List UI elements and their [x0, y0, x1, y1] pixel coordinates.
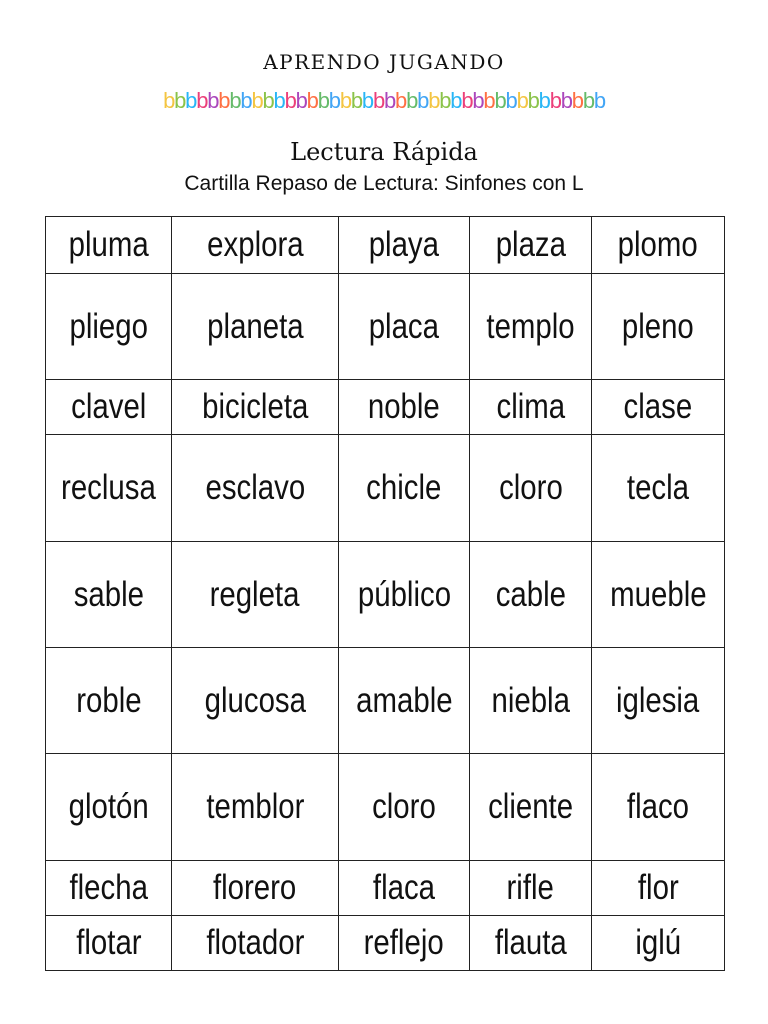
decorative-letter: b: [361, 88, 373, 113]
word-cell: [470, 916, 592, 971]
decorative-letter: b: [196, 88, 208, 113]
decorative-letter: b: [273, 88, 285, 113]
decorative-letter: b: [461, 88, 473, 113]
decorative-letter: b: [295, 88, 307, 113]
word: mueble: [609, 574, 707, 614]
decorative-letter: b: [505, 88, 517, 113]
decorative-letter: b: [560, 88, 572, 113]
word-cell: [470, 217, 592, 274]
decorative-letter: b: [251, 88, 263, 113]
word-cell: [470, 542, 592, 648]
word: clima: [496, 387, 565, 426]
word: plomo: [617, 225, 699, 264]
word: flor: [637, 868, 679, 907]
word-cell: [172, 217, 339, 274]
word: rifle: [506, 868, 555, 907]
word-cell: [172, 380, 339, 435]
word-cell: [470, 380, 592, 435]
decorative-letter: b: [372, 88, 384, 113]
decorative-letter: b: [174, 88, 186, 113]
decorative-letter: b: [582, 88, 594, 113]
word-cell: [339, 916, 470, 971]
word: flaca: [372, 868, 436, 907]
word-cell: [339, 542, 470, 648]
word: explora: [206, 225, 304, 264]
word: glotón: [68, 787, 149, 826]
decorative-letter: b: [229, 88, 241, 113]
decorative-letter: b: [571, 88, 583, 113]
word: amable: [355, 680, 453, 720]
word-cell: [592, 648, 725, 754]
word-cell: [339, 380, 470, 435]
word: placa: [368, 306, 440, 346]
word: flaco: [626, 787, 690, 826]
word-cell: [339, 435, 470, 542]
table-row: [46, 435, 725, 542]
decorative-letter: b: [395, 88, 407, 113]
word-cell: [172, 648, 339, 754]
word: pliego: [69, 306, 148, 346]
page-subtitle: Cartilla Repaso de Lectura: Sinfones con L: [184, 172, 584, 195]
decorative-letter: b: [494, 88, 506, 113]
word-cell: [46, 916, 172, 971]
decorative-letter: b: [538, 88, 550, 113]
decorative-letter: b: [406, 88, 418, 113]
decorative-letter: b: [284, 88, 296, 113]
word: roble: [75, 680, 142, 720]
table-row: [46, 380, 725, 435]
word: glucosa: [204, 680, 306, 720]
word-cell: [592, 217, 725, 274]
word: playa: [368, 225, 440, 264]
word: bicicleta: [201, 387, 309, 426]
word-cell: [46, 380, 172, 435]
decorative-letter: b: [262, 88, 274, 113]
word: templo: [486, 306, 575, 346]
word-cell: [339, 217, 470, 274]
table-row: [46, 916, 725, 971]
word-cell: [339, 648, 470, 754]
word: sable: [73, 574, 144, 614]
word-cell: [172, 861, 339, 916]
decorative-letter: b: [549, 88, 561, 113]
word: público: [357, 574, 451, 614]
decorative-letter: b: [439, 88, 451, 113]
decorative-letter: b: [384, 88, 396, 113]
word: noble: [368, 387, 440, 426]
word-cell: [592, 861, 725, 916]
word-cell: [172, 435, 339, 542]
word: regleta: [210, 574, 300, 614]
word-cell: [470, 754, 592, 861]
decorative-letter: b: [483, 88, 495, 113]
word-cell: [172, 916, 339, 971]
brand-title: APRENDO JUGANDO: [263, 50, 505, 74]
word: cable: [495, 574, 566, 614]
word: reflejo: [363, 923, 445, 962]
word-cell: [592, 435, 725, 542]
decorative-letter: b: [218, 88, 230, 113]
word-cell: [46, 861, 172, 916]
word: clavel: [70, 387, 147, 426]
word-cell: [339, 754, 470, 861]
word: tecla: [626, 468, 690, 507]
table-row: [46, 754, 725, 861]
word: chicle: [366, 468, 442, 507]
table-row: [46, 274, 725, 380]
word-cell: [470, 861, 592, 916]
decorative-letter: b: [328, 88, 340, 113]
page-title: Lectura Rápida: [290, 138, 478, 166]
decorative-letter: b: [306, 88, 318, 113]
word-cell: [46, 542, 172, 648]
word: pluma: [68, 225, 149, 264]
word-cell: [470, 648, 592, 754]
word: pleno: [622, 306, 694, 346]
word: flauta: [494, 923, 567, 962]
word: niebla: [491, 680, 570, 720]
word: flotar: [75, 923, 142, 962]
word-cell: [172, 542, 339, 648]
word-cell: [470, 274, 592, 380]
word: temblor: [205, 787, 305, 826]
decorative-letter: b: [428, 88, 440, 113]
table-row: [46, 648, 725, 754]
word: cliente: [488, 787, 573, 826]
decorative-letter: b: [163, 88, 175, 113]
word-cell: [592, 754, 725, 861]
decorative-letter: b: [240, 88, 252, 113]
word-cell: [339, 274, 470, 380]
word-cell: [592, 542, 725, 648]
decorative-letter-border: [0, 88, 768, 114]
word: clase: [623, 387, 693, 426]
word: flecha: [69, 868, 148, 907]
word: esclavo: [205, 468, 305, 507]
word: flotador: [205, 923, 305, 962]
decorative-letter: b: [527, 88, 539, 113]
word: iglesia: [616, 680, 700, 720]
word: cloro: [372, 787, 436, 826]
decorative-letter: b: [185, 88, 197, 113]
word-cell: [46, 754, 172, 861]
word-cell: [46, 435, 172, 542]
decorative-letter: b: [593, 88, 605, 113]
decorative-letter: b: [472, 88, 484, 113]
table-row: [46, 217, 725, 274]
table-row: [46, 861, 725, 916]
word-cell: [470, 435, 592, 542]
decorative-letter: b: [350, 88, 362, 113]
decorative-letter: b: [516, 88, 528, 113]
word: iglú: [635, 923, 681, 962]
word-cell: [592, 916, 725, 971]
decorative-letter: b: [339, 88, 351, 113]
word: plaza: [495, 225, 566, 264]
word-cell: [339, 861, 470, 916]
decorative-letter: b: [207, 88, 219, 113]
word-cell: [172, 754, 339, 861]
word: florero: [213, 868, 297, 907]
word-cell: [46, 217, 172, 274]
table-row: [46, 542, 725, 648]
word-cell: [592, 274, 725, 380]
word-cell: [172, 274, 339, 380]
decorative-letter: b: [450, 88, 462, 113]
word: reclusa: [61, 468, 156, 507]
word: cloro: [498, 468, 563, 507]
word-cell: [46, 648, 172, 754]
word-cell: [592, 380, 725, 435]
word-cell: [46, 274, 172, 380]
decorative-letter: b: [317, 88, 329, 113]
decorative-letter: b: [417, 88, 429, 113]
word-table: [45, 216, 725, 971]
word: planeta: [206, 306, 304, 346]
